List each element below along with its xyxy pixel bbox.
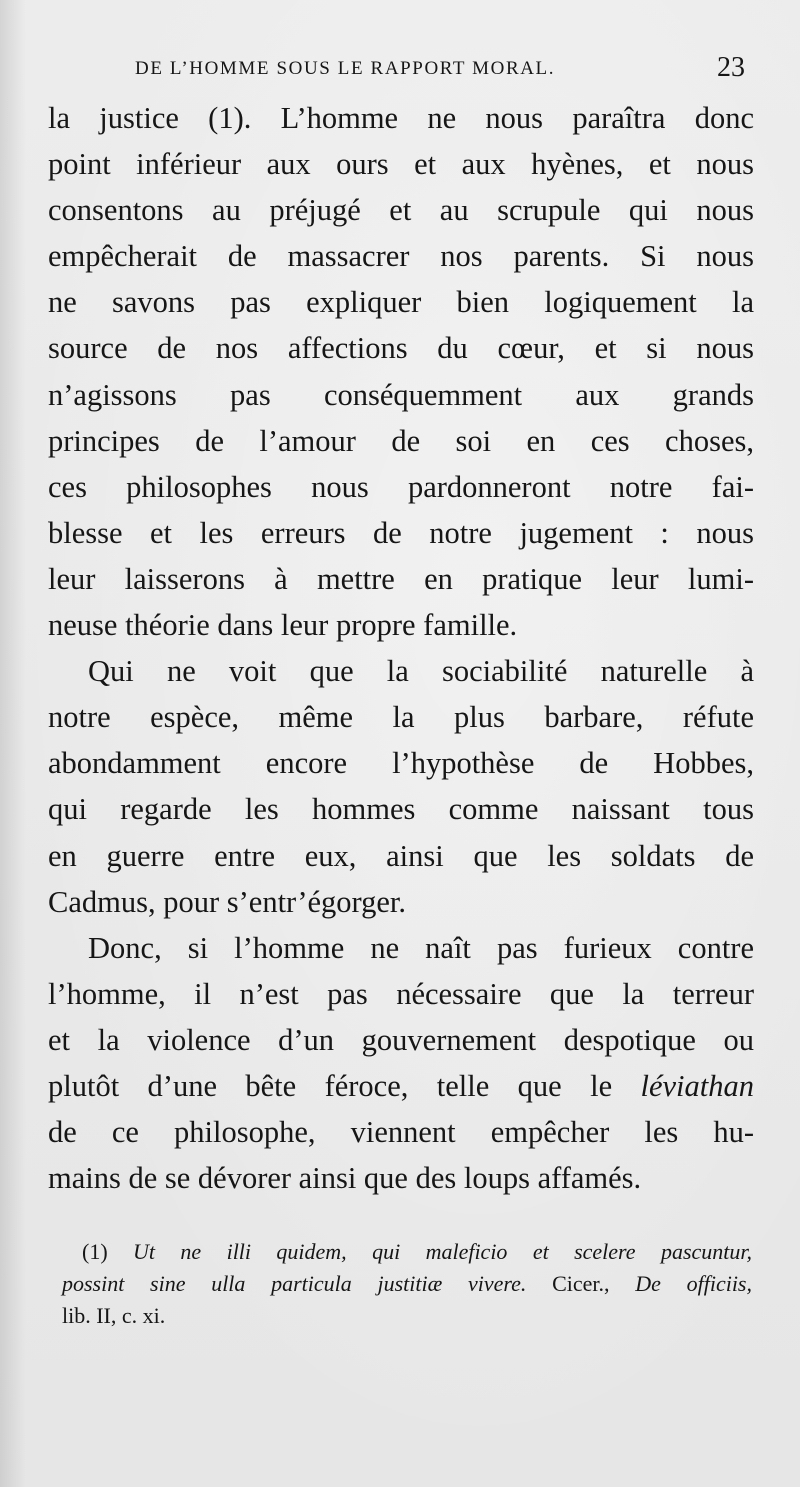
text-line: mains de se dévorer ainsi que des loups affamés. bbox=[48, 1161, 642, 1196]
text-line: source de nos affections du cœur, et si nous bbox=[48, 331, 754, 366]
text-line: abondamment encore l’hypothèse de Hobbes, bbox=[48, 746, 754, 781]
paragraph-2 bbox=[48, 648, 754, 925]
footnote-author: Cicer., bbox=[552, 1271, 610, 1296]
text-line: neuse théorie dans leur propre famille. bbox=[48, 608, 518, 643]
text-line-with-italic bbox=[48, 1063, 754, 1109]
text-line: en guerre entre eux, ainsi que les soldats de bbox=[48, 838, 754, 873]
text-line: notre espèce, même la plus barbare, réfute bbox=[48, 700, 754, 735]
footnote-marker: (1) bbox=[82, 1239, 108, 1264]
text-line: ces philosophes nous pardonneront notre fai- bbox=[48, 469, 754, 504]
text-line: n’agissons pas conséquemment aux grands bbox=[48, 377, 754, 412]
page-edge-shadow bbox=[0, 0, 26, 1487]
text-line: principes de l’amour de soi en ces choses, bbox=[48, 423, 754, 458]
text-line: Donc, si l’homme ne naît pas furieux contre bbox=[88, 930, 754, 965]
running-head bbox=[135, 52, 745, 86]
footnote-work: De officiis, bbox=[635, 1271, 752, 1296]
running-title: DE L’HOMME SOUS LE RAPPORT MORAL. bbox=[135, 58, 556, 79]
text-line: l’homme, il n’est pas nécessaire que la terreur bbox=[48, 976, 754, 1011]
paragraph-1 bbox=[48, 95, 754, 648]
text-line: Cadmus, pour s’entr’égorger. bbox=[48, 884, 407, 919]
page-number: 23 bbox=[717, 52, 745, 83]
text-line: point inférieur aux ours et aux hyènes, et nous bbox=[48, 147, 754, 182]
footnote bbox=[62, 1236, 752, 1332]
footnote-quote-cont: possint sine ulla particula justitiæ vivere. bbox=[62, 1271, 527, 1296]
footnote-line: lib. II, c. xi. bbox=[62, 1303, 166, 1328]
text-segment: plutôt d’une bête féroce, telle que le bbox=[48, 1068, 641, 1103]
text-line: et la violence d’un gouvernement despotique ou bbox=[48, 1022, 754, 1057]
footnote-quote: Ut ne illi quidem, qui maleficio et scelere pascuntur, bbox=[133, 1239, 753, 1264]
text-line: leur laisserons à mettre en pratique leur lumi- bbox=[48, 561, 754, 596]
body-text bbox=[48, 95, 754, 1201]
footnote-line bbox=[62, 1236, 752, 1268]
text-line: de ce philosophe, viennent empêcher les hu- bbox=[48, 1115, 754, 1150]
text-line: ne savons pas expliquer bien logiquement la bbox=[48, 285, 754, 320]
text-line: la justice (1). L’homme ne nous paraîtra donc bbox=[48, 101, 754, 135]
text-line: qui regarde les hommes comme naissant tous bbox=[48, 792, 754, 827]
italic-term: léviathan bbox=[640, 1068, 754, 1103]
paragraph-3 bbox=[48, 925, 754, 1202]
text-line: Qui ne voit que la sociabilité naturelle à bbox=[88, 654, 754, 689]
text-line: empêcherait de massacrer nos parents. Si nous bbox=[48, 239, 754, 274]
footnote-line bbox=[62, 1268, 752, 1300]
text-line: blesse et les erreurs de notre jugement : nous bbox=[48, 515, 754, 550]
text-line: consentons au préjugé et au scrupule qui nous bbox=[48, 193, 754, 228]
